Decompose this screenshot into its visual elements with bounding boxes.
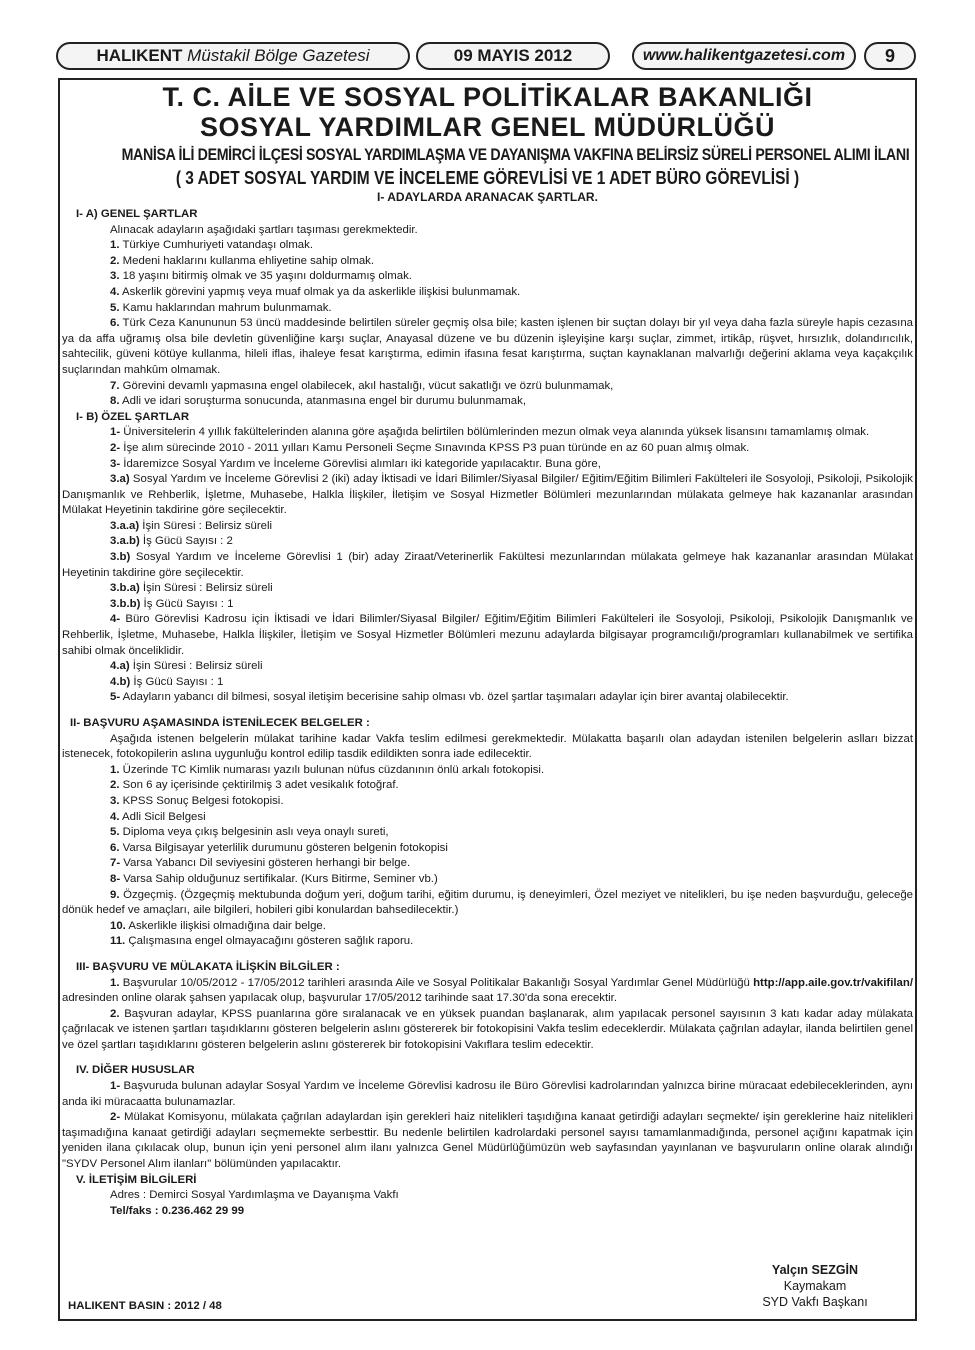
page-number: 9 — [884, 45, 895, 66]
item-number: 4. — [110, 810, 120, 823]
item-number: 2. — [110, 254, 120, 267]
item-text: İşin Süresi : Belirsiz süreli — [129, 660, 263, 673]
item-number: 3.a.a) — [110, 519, 140, 532]
item-text: Son 6 ay içerisinde çektirilmiş 3 adet vesikalık fotoğraf. — [119, 779, 399, 792]
list-item — [62, 825, 913, 841]
item-text: İşin Süresi : Belirsiz süreli — [139, 519, 273, 532]
item-text: KPSS Sonuç Belgesi fotokopisi. — [119, 794, 284, 807]
list-item — [62, 519, 913, 535]
list-item — [62, 872, 913, 888]
signature-block — [740, 1262, 890, 1310]
item-text: Adli Sicil Belgesi — [119, 810, 206, 823]
item-text: Adli ve idari soruşturma sonucunda, atanmasına engel bir durumu bulunmamak, — [119, 395, 526, 408]
item-number: 6. — [110, 841, 120, 854]
title-announcement: MANİSA İLİ DEMİRCİ İLÇESİ SOSYAL YARDIMLAŞMA VE DAYANIŞMA VAKFINA BELİRSİZ SÜRELİ PERSONEL ALIMI İLANI — [121, 146, 910, 164]
section-iv-heading: IV. DİĞER HUSUSLAR — [76, 1064, 195, 1077]
list-item — [62, 441, 913, 457]
item-number: 9. — [110, 888, 120, 901]
item-text: Büro Görevlisi Kadrosu için İktisadi ve İdari Bilimler/Siyasal Bilgiler/ Eğitim/Eğitim Bilimleri Fakülteleri ile Sosyoloji, Psikoloji, Psikolojik Danışmanlık ve Rehberlik, İşletme, Muhasebe, Halkla İlişkiler, İletişim ve Sosyal Hizmetler Bölümleri mezunu adaylarda bilgisayar programcılığı/programları kullanabilmek ve sertifika sahibi olmak önceliklidir. — [62, 613, 913, 657]
item-text: Görevini devamlı yapmasına engel olabilecek, akıl hastalığı, vücut sakatlığı ve özrü bulunmamak, — [119, 379, 614, 392]
section-iii-heading: III- BAŞVURU VE MÜLAKATA İLİŞKİN BİLGİLER : — [76, 960, 340, 973]
list-item — [62, 285, 913, 301]
section-ia-heading: I- A) GENEL ŞARTLAR — [76, 208, 198, 220]
list-item — [62, 794, 913, 810]
list-item — [62, 934, 913, 950]
item-number: 2. — [110, 779, 120, 792]
newspaper-header — [56, 40, 918, 76]
list-item — [62, 472, 913, 519]
signatory-title-1: Kaymakam — [783, 1279, 847, 1293]
list-item — [62, 856, 913, 872]
item-number: 3. — [110, 794, 120, 807]
item-text: İdaremizce Sosyal Yardım ve İnceleme Görevlisi alımları iki kategoride yapılacaktır. Buna göre, — [120, 457, 601, 470]
item-text: İş Gücü Sayısı : 1 — [140, 597, 234, 610]
section-ia-list — [62, 238, 913, 410]
list-item — [62, 888, 913, 919]
application-url[interactable]: http://app.aile.gov.tr/vakifilan/ — [753, 976, 913, 989]
item-text: Özgeçmiş. (Özgeçmiş mektubunda doğum yeri, doğum tarihi, eğitim durumu, iş deneyimleri, Özel meziyet ve nitelikleri, bu işe neden başvurduğu, geleceğe dönük hedef ve amaçları, aile bilgileri, hobileri gibi konulardan bahsedilecektir.) — [62, 888, 913, 917]
section-ii-list — [62, 763, 913, 950]
list-item — [62, 379, 913, 395]
list-item — [62, 581, 913, 597]
item-number: 4. — [110, 285, 120, 298]
list-item — [62, 659, 913, 675]
item-number: 5- — [110, 691, 121, 704]
title-conditions: I- ADAYLARDA ARANACAK ŞARTLAR. — [377, 190, 598, 204]
section-ii-heading: II- BAŞVURU AŞAMASINDA İSTENİLECEK BELGELER : — [70, 717, 370, 729]
item-text: Medeni haklarını kullanma ehliyetine sahip olmak. — [119, 254, 375, 267]
item-number: 3.a.b) — [110, 535, 140, 548]
section-v-heading: V. İLETİŞİM BİLGİLERİ — [76, 1173, 197, 1186]
item-number: 7. — [110, 379, 120, 392]
signatory-name: Yalçın SEZGİN — [771, 1263, 859, 1277]
paper-name-italic: Müstakil Bölge Gazetesi — [187, 46, 370, 65]
item-number: 8- — [110, 872, 121, 885]
contact-address: Adres : Demirci Sosyal Yardımlaşma ve Dayanışma Vakfı — [110, 1189, 399, 1202]
list-item — [62, 425, 913, 441]
item-number: 4- — [110, 613, 121, 626]
title-ministry: T. C. AİLE VE SOSYAL POLİTİKALAR BAKANLIĞI — [162, 82, 813, 112]
item-number: 3.a) — [110, 473, 130, 486]
list-item — [62, 457, 913, 473]
issue-date: 09 MAYIS 2012 — [453, 46, 573, 65]
signatory-title-2: SYD Vakfı Başkanı — [762, 1295, 868, 1309]
website-link[interactable]: www.halikentgazetesi.com — [642, 47, 846, 64]
item-number: 1. — [110, 763, 120, 776]
item-text: Kamu haklarından mahrum bulunmamak. — [119, 301, 332, 314]
list-item — [62, 810, 913, 826]
list-item — [62, 301, 913, 317]
item-text: Askerlik görevini yapmış veya muaf olmak ya da askerlikle ilişkisi bulunmamak. — [119, 285, 521, 298]
paper-name-pill — [56, 42, 410, 70]
item-text: Varsa Sahip olduğunuz sertifikalar. (Kurs Bitirme, Seminer vb.) — [120, 872, 438, 885]
item-text: Türkiye Cumhuriyeti vatandaşı olmak. — [119, 239, 314, 252]
item-text: Türk Ceza Kanununun 53 üncü maddesinde belirtilen süreler geçmiş olsa bile; kasten işlenen bir suçtan dolayı bir yıl veya daha fazla süreyle hapis cezasına ya da affa uğramış olsa bile devletin güvenliğine karşı suçlar, Anayasal düzene ve bu düzenin işleyişine karşı suçlar, zimmet, irtikâp, rüşvet, hırsızlık, dolandırıcılık, sahtecilik, güveni kötüye kullanma, hileli iflas, ihaleye fesat karıştırma, edimin ifasına fesat karıştırma, suçtan kaynaklanan malvarlığı değerini aklama veya kaçakçılık suçlarından mahkûm olmamak. — [62, 317, 913, 376]
item-text: Sosyal Yardım ve İnceleme Görevlisi 2 (iki) aday İktisadi ve İdari Bilimler/Siyasal Bilgiler/ Eğitim/Eğitim Bilimleri Fakülteleri ile Sosyoloji, Psikoloji, Psikolojik Danışmanlık ve Rehberlik, İşletme, Muhasebe, Halkla İlişkiler, İletişim ve Sosyal Hizmetler Bölümleri mezunlarından mülakata gelmeye hak kazananlar arasından Mülakat Heyetinin takdirine göre seçilecektir. — [62, 473, 913, 517]
item-number: 5. — [110, 301, 120, 314]
item-number: 6. — [110, 317, 120, 330]
item-number: 3.b.a) — [110, 582, 140, 595]
section-iv-paragraph-1: 1- Başvuruda bulunan adaylar Sosyal Yardım ve İnceleme Görevlisi kadrosu ile Büro Görevlisi kadrolarından yalnızca birine müracaat edebileceklerinden, aynı anda iki müracaatta bulunamazlar. — [62, 1080, 913, 1108]
list-item — [62, 316, 913, 378]
item-number: 3- — [110, 457, 121, 470]
item-number: 8. — [110, 395, 120, 408]
item-text: İş Gücü Sayısı : 2 — [139, 535, 233, 548]
list-item — [62, 919, 913, 935]
item-text: İşe alım sürecinde 2010 - 2011 yılları Kamu Personeli Seçme Sınavında KPSS P3 puan türünde en az 60 puan almış olmak. — [120, 441, 750, 454]
announcement-body — [62, 207, 913, 1219]
item-number: 5. — [110, 826, 120, 839]
item-number: 3. — [110, 270, 120, 283]
list-item — [62, 763, 913, 779]
item-text: İşin Süresi : Belirsiz süreli — [139, 582, 273, 595]
item-number: 1- — [110, 426, 121, 439]
item-number: 10. — [110, 919, 126, 932]
item-text: Çalışmasına engel olmayacağını gösteren sağlık raporu. — [125, 935, 414, 948]
item-number: 4.b) — [110, 675, 131, 688]
list-item — [62, 612, 913, 659]
item-text: Üzerinde TC Kimlik numarası yazılı bulunan nüfus cüzdanının önlü arkalı fotokopisi. — [119, 763, 545, 776]
page-number-pill — [864, 42, 916, 70]
list-item — [62, 597, 913, 613]
section-iv-paragraph-2: 2- Mülakat Komisyonu, mülakata çağrılan adaylardan işin gerekleri haiz nitelikleri taşıdığına kanaat getirdiği adayları seçmekte/ işin gereklerine haiz nitelikleri taşımadığına kanaat getirdiği adayları seçmemekte serbesttir. Bu nedenle belirtilen kadrolardaki personel sayısı tamamlanmadığında, personel açığını kapatmak için yeniden ilana çıkılacak olup, bunun için yeni personel alım ilanı yalnızca Genel Müdürlüğümüzün web sayfasından yayınlanan ve başvuruların online olarak alındığı "SYDV Personel Alım ilanları" bölümünden yapılacaktır. — [62, 1111, 913, 1171]
paper-name-bold: HALIKENT — [96, 46, 183, 65]
section-iii-paragraph-1: 1. Başvurular 10/05/2012 - 17/05/2012 tarihleri arasında Aile ve Sosyal Politikalar Bakanlığı Sosyal Yardımlar Genel Müdürlüğü http://app.aile.gov.tr/vakifilan/ adresinden online olarak şahsen yapılacak olup, başvurular 17/05/2012 tarihinde saat 17.30'da sona erecektir. — [62, 976, 913, 1005]
section-iii-paragraph-2: 2. Başvuran adaylar, KPSS puanlarına göre sıralanacak ve en yüksek puandan başlanarak, alım yapılacak personel sayısının 3 katı kadar aday mülakata çağrılacak ve istenen şartları taşıdıklarını gösteren belgelerin aslını göstererek bir fotokopisini Vakfa teslim edeceklerdir. Mülakata çağrılan adaylar, ilanda belirtilen genel ve özel şartları taşıdıklarını gösteren belgelerin aslını göstererek bir fotokopisini Vakıflara teslim edecektir. — [62, 1007, 913, 1051]
list-item — [62, 238, 913, 254]
item-text: İş Gücü Sayısı : 1 — [130, 675, 224, 688]
title-directorate: SOSYAL YARDIMLAR GENEL MÜDÜRLÜĞÜ — [199, 112, 776, 142]
list-item — [62, 778, 913, 794]
title-positions: ( 3 ADET SOSYAL YARDIM VE İNCELEME GÖREVLİSİ VE 1 ADET BÜRO GÖREVLİSİ ) — [175, 168, 800, 188]
item-number: 4.a) — [110, 660, 130, 673]
item-text: Sosyal Yardım ve İnceleme Görevlisi 1 (bir) aday Ziraat/Veterinerlik Fakültesi mezunlarından mülakata gelmeye hak kazananlar arasından Mülakat Heyetinin takdirine göre seçilecektir. — [62, 551, 913, 579]
section-ib-list — [62, 425, 913, 706]
item-text: 18 yaşını bitirmiş olmak ve 35 yaşını doldurmamış olmak. — [119, 270, 412, 283]
announcement-content — [62, 82, 913, 1219]
item-number: 1. — [110, 239, 120, 252]
section-ii-intro: Aşağıda istenen belgelerin mülakat tarihine kadar Vakfa teslim edilmesi gerekmektedir. Mülakatta başarılı olan adaydan istenilen belgelerin aslları bizzat istenecek, fotokopilerin aslına uygunluğu kontrol edilip tasdik edildikten sonra iade edilecektir. — [62, 732, 913, 761]
item-number: 3.b.b) — [110, 597, 141, 610]
contact-phone: Tel/faks : 0.236.462 29 99 — [110, 1204, 245, 1217]
item-text: Diploma veya çıkış belgesinin aslı veya onaylı sureti, — [119, 826, 389, 839]
list-item — [62, 550, 913, 581]
item-text: Askerlikle ilişkisi olmadığına dair belge. — [125, 919, 326, 932]
list-item — [62, 841, 913, 857]
list-item — [62, 534, 913, 550]
section-ia-intro: Alınacak adayların aşağıdaki şartları taşıması gerekmektedir. — [110, 223, 418, 236]
section-ib-heading: I- B) ÖZEL ŞARTLAR — [76, 410, 190, 423]
list-item — [62, 394, 913, 410]
item-number: 7- — [110, 857, 121, 870]
item-text: Üniversitelerin 4 yıllık fakültelerinden alanına göre aşağıda belirtilen bölümlerinden mezun olmak veya alanında yüksek lisansını tamamlamış olmak. — [120, 426, 870, 439]
list-item — [62, 269, 913, 285]
date-pill — [416, 42, 610, 70]
list-item — [62, 675, 913, 691]
item-text: Varsa Yabancı Dil seviyesini gösteren herhangi bir belge. — [120, 857, 411, 870]
item-text: Varsa Bilgisayar yeterlilik durumunu gösteren belgenin fotokopisi — [119, 841, 448, 854]
item-text: Adayların yabancı dil bilmesi, sosyal iletişim becerisine sahip olması vb. özel şartlar taşımaları adaylar için birer avantaj olabilecektir. — [120, 691, 789, 704]
website-pill — [632, 42, 856, 70]
item-number: 3.b) — [110, 551, 131, 564]
list-item — [62, 690, 913, 706]
press-footer: HALIKENT BASIN : 2012 / 48 — [68, 1300, 222, 1312]
item-number: 11. — [110, 935, 126, 948]
item-number: 2- — [110, 441, 121, 454]
list-item — [62, 254, 913, 270]
